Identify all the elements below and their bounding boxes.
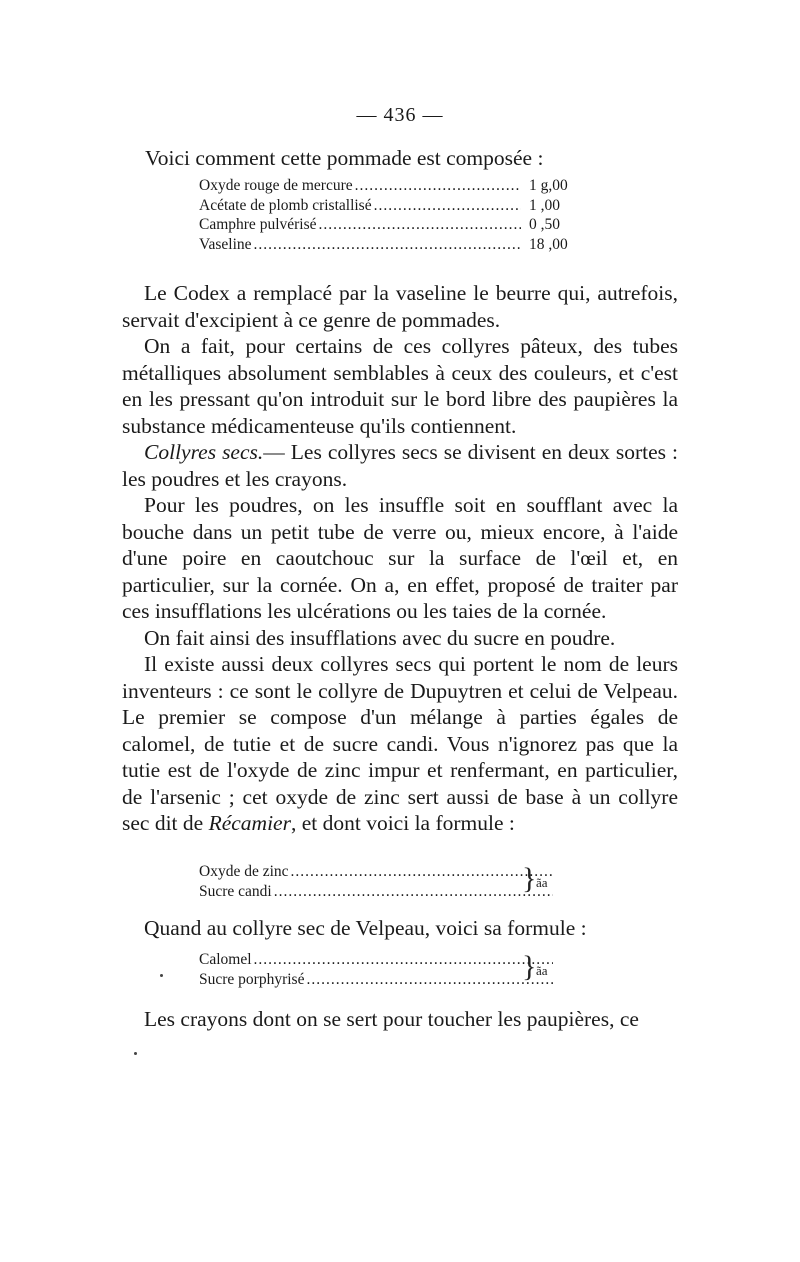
body-text-block-3 — [122, 1006, 678, 1033]
leader-dots — [355, 176, 521, 196]
leader-dots — [319, 215, 521, 235]
speck — [160, 974, 163, 977]
paragraph-text: , et dont voici la formule : — [290, 811, 515, 835]
recipe-recamier — [199, 862, 559, 901]
ana-quantity: ãa — [536, 875, 548, 890]
italic-name: Récamier — [208, 811, 291, 835]
ana-quantity: ãa — [536, 963, 548, 978]
recipe-row — [199, 950, 559, 970]
leader-dots — [306, 970, 553, 990]
body-text-block-2 — [122, 915, 678, 942]
recipe-row — [199, 196, 609, 216]
paragraph-text: Il existe aussi deux collyres secs qui portent le nom de leurs inventeurs : ce sont le collyre de Dupuytren et celui de Velpeau. Le premier se compose d'un mélange à parties égales de calomel, de tutie et de sucre candi. Vous n'ignorez pas que la tutie est de l'oxyde de zinc impur et renfermant, en particulier, de l'arsenic ; cet oxyde de zinc sert aussi de base à un collyre sec dit de — [122, 652, 678, 835]
paragraph-text: — Les collyres secs se divisent en deux sortes : les poudres et les crayons. — [122, 440, 678, 491]
recipe-row — [199, 882, 559, 902]
page-number: — 436 — — [356, 104, 444, 126]
speck — [134, 1052, 137, 1055]
ingredient-name: Acétate de plomb cristallisé — [199, 196, 372, 214]
leader-dots — [374, 196, 521, 216]
leader-dots — [274, 882, 553, 902]
body-text-block-1 — [122, 280, 678, 837]
intro-line: Voici comment cette pommade est composée : — [145, 146, 544, 170]
ingredient-qty: 18 ,00 — [529, 235, 568, 253]
ingredient-name: Oxyde de zinc — [199, 863, 289, 880]
paragraph: Quand au collyre sec de Velpeau, voici sa formule : — [144, 916, 587, 940]
ingredient-name: Oxyde rouge de mercure — [199, 177, 353, 194]
paragraph: On fait ainsi des insufflations avec du sucre en poudre. — [144, 625, 616, 650]
paragraph: On a fait, pour certains de ces collyres pâteux, des tubes métalliques absolument semblables à ceux des couleurs, et c'est en les pressant qu'on introduit sur le bord libre des paupières la substance médicamenteuse qu'ils contiennent. — [122, 334, 678, 438]
recipe-row — [199, 862, 559, 882]
paragraph: Pour les poudres, on les insuffle soit en soufflant avec la bouche dans un petit tube de verre ou, mieux encore, à l'aide d'une poire en caoutchouc sur la surface de l'œil et, en particulier, sur la cornée. On a, en effet, proposé de traiter par ces insufflations les ulcérations ou les taies de la cornée. — [122, 493, 678, 623]
ingredient-name: Vaseline — [199, 235, 252, 253]
recipe-row — [199, 176, 609, 196]
leader-dots — [291, 862, 553, 882]
recipe-row — [199, 970, 559, 990]
section-title: Collyres secs. — [144, 440, 264, 464]
ingredient-qty: 0 ,50 — [529, 216, 560, 233]
ingredient-qty: 1 g,00 — [529, 177, 568, 194]
paragraph — [122, 439, 678, 492]
ingredient-name: Calomel — [199, 951, 252, 968]
leader-dots — [254, 950, 553, 970]
recipe-velpeau — [199, 950, 559, 989]
recipe-pommade — [199, 176, 609, 254]
brace-symbol: } — [522, 862, 537, 895]
paragraph: Les crayons dont on se sert pour toucher les paupières, ce — [144, 1007, 639, 1031]
brace-symbol: } — [522, 950, 537, 983]
ingredient-name: Sucre candi — [199, 882, 272, 900]
recipe-row — [199, 235, 609, 255]
ingredient-qty: 1 ,00 — [529, 196, 560, 214]
ingredient-name: Camphre pulvérisé — [199, 216, 317, 233]
recipe-row — [199, 215, 609, 235]
paragraph — [122, 651, 678, 837]
ingredient-name: Sucre porphyrisé — [199, 970, 305, 988]
leader-dots — [254, 235, 521, 255]
paragraph: Le Codex a remplacé par la vaseline le beurre qui, autrefois, servait d'excipient à ce genre de pommades. — [122, 281, 678, 332]
